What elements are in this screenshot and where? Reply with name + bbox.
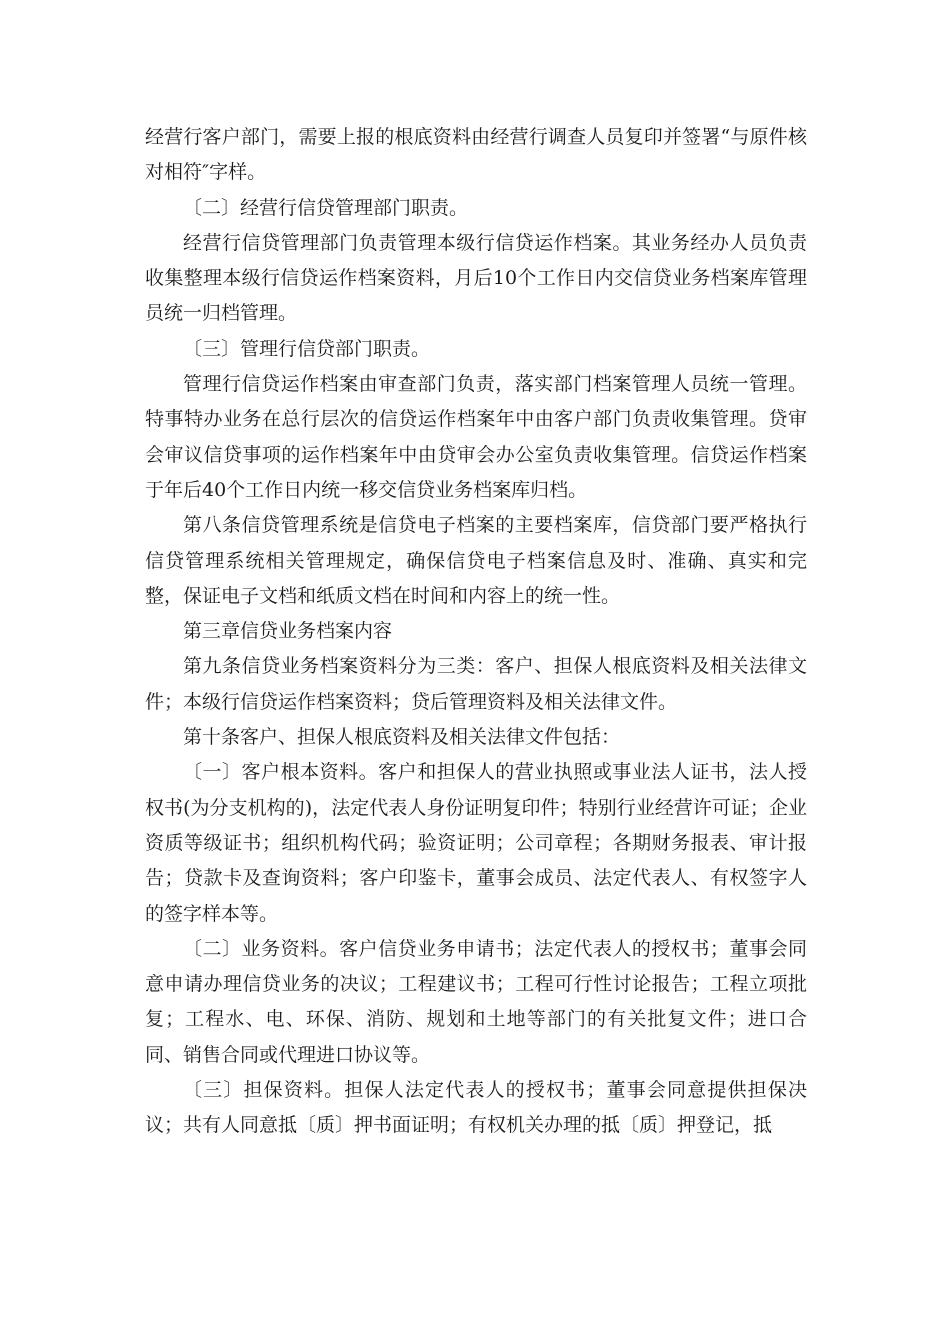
paragraph: 管理行信贷运作档案由审查部门负责，落实部门档案管理人员统一管理。特事特办业务在总行层次的信贷运作档案年中由客户部门负责收集管理。贷审会审议信贷事项的运作档案年中由贷审会办公室负责收集管理。信贷运作档案于年后40个工作日内统一移交信贷业务档案库归档。 — [145, 373, 807, 501]
paragraph: 经营行信贷管理部门负责管理本级行信贷运作档案。其业务经办人员负责收集整理本级行信贷运作档案资料，月后10个工作日内交信贷业务档案库管理员统一归档管理。 — [145, 231, 807, 325]
section-heading-2: 〔二〕经营行信贷管理部门职责。 — [183, 196, 469, 219]
item-basic-info: 〔一〕客户根本资料。客户和担保人的营业执照或事业法人证书，法人授权书(为分支机构的)，法定代表人身份证明复印件；特别行业经营许可证；企业资质等级证书；组织机构代码；验资证明；公司章程；各期财务报表、审计报告；贷款卡及查询资料；客户印鉴卡，董事会成员、法定代表人、有权签字人的签字样本等。 — [145, 761, 807, 925]
article-8: 第八条信贷管理系统是信贷电子档案的主要档案库，信贷部门要严格执行信贷管理系统相关管理规定，确保信贷电子档案信息及时、准确、真实和完整，保证电子文档和纸质文档在时间和内容上的统一性。 — [145, 514, 807, 607]
paragraph-continuation: 经营行客户部门，需要上报的根底资料由经营行调查人员复印并签署“与原件核对相符″字样。 — [145, 126, 807, 184]
chapter-heading-3: 第三章信贷业务档案内容 — [183, 620, 393, 643]
item-business-info: 〔二〕业务资料。客户信贷业务申请书；法定代表人的授权书；董事会同意申请办理信贷业务的决议；工程建议书；工程可行性讨论报告；工程立项批复；工程水、电、环保、消防、规划和土地等部门的有关批复文件；进口合同、销售合同或代理进口协议等。 — [145, 937, 807, 1066]
item-guarantee-info: 〔三〕担保资料。担保人法定代表人的授权书；董事会同意提供担保决议；共有人同意抵〔质〕押书面证明；有权机关办理的抵〔质〕押登记，抵 — [145, 1079, 807, 1137]
document-body — [145, 120, 807, 1144]
article-9: 第九条信贷业务档案资料分为三类：客户、担保人根底资料及相关法律文件；本级行信贷运作档案资料；贷后管理资料及相关法律文件。 — [145, 655, 807, 713]
article-10: 第十条客户、担保人根底资料及相关法律文件包括： — [183, 726, 621, 749]
section-heading-3: 〔三〕管理行信贷部门职责。 — [183, 337, 431, 360]
